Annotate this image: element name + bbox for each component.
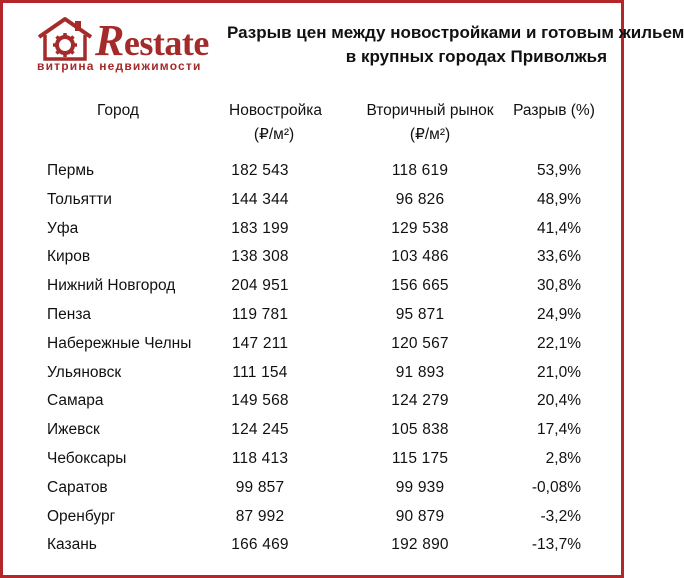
header-city: Город (97, 102, 139, 119)
cell-new: 111 154 (232, 363, 288, 381)
cell-city: Нижний Новгород (47, 277, 176, 295)
cell-secondary: 95 871 (395, 305, 445, 323)
cell-new: 183 199 (231, 219, 289, 237)
table-row (3, 186, 627, 215)
table-row (3, 272, 627, 301)
cell-new: 147 211 (231, 334, 289, 352)
cell-city: Пермь (47, 162, 95, 179)
table-row (3, 330, 627, 359)
cell-new: 119 781 (231, 305, 289, 323)
table-row (3, 387, 627, 416)
table-row (3, 243, 627, 272)
cell-new: 166 469 (231, 536, 289, 554)
table-row (3, 445, 627, 474)
header-new-building: Новостройка (₽/м²) (229, 102, 322, 143)
cell-city: Саратов (47, 478, 108, 496)
header-gap: Разрыв (%) (513, 102, 595, 119)
cell-secondary: 90 879 (395, 507, 445, 525)
cell-new: 118 413 (231, 449, 289, 467)
header-secondary-market: Вторичный рынок (₽/м²) (366, 102, 494, 143)
cell-city: Набережные Челны (47, 334, 192, 352)
cell-secondary: 192 890 (391, 536, 449, 554)
table-row (3, 215, 627, 244)
cell-secondary: 96 826 (395, 190, 445, 208)
cell-secondary: 129 538 (391, 219, 449, 237)
cell-new: 204 951 (231, 277, 289, 295)
cell-new: 99 857 (235, 478, 285, 496)
cell-new: 149 568 (231, 392, 289, 410)
cell-secondary: 99 939 (395, 478, 445, 496)
table-row (3, 301, 627, 330)
cell-new: 144 344 (231, 190, 289, 208)
cell-gap: -3,2% (540, 507, 581, 525)
cell-gap: 41,4% (537, 219, 581, 237)
table-row (3, 157, 627, 186)
table-row (3, 474, 627, 503)
brand-tagline: витрина недвижимости (37, 59, 202, 73)
cell-city: Оренбург (47, 507, 116, 525)
cell-gap: 24,9% (537, 305, 581, 323)
cell-new: 182 543 (231, 162, 289, 179)
cell-new: 138 308 (231, 248, 289, 266)
cell-gap: 30,8% (537, 277, 581, 295)
cell-gap: 33,6% (537, 248, 581, 266)
cell-secondary: 156 665 (391, 277, 449, 295)
table-row (3, 503, 627, 532)
cell-secondary: 124 279 (391, 392, 449, 410)
table-row (3, 359, 627, 388)
cell-gap: 17,4% (537, 421, 581, 439)
brand-name: Restate (95, 16, 209, 65)
cell-gap: 21,0% (537, 363, 581, 381)
cell-gap: 53,9% (537, 162, 581, 179)
cell-gap: 22,1% (537, 334, 581, 352)
page-title-line-2: в крупных городах Приволжья (345, 47, 607, 66)
brand-logo (31, 11, 231, 77)
cell-city: Пенза (47, 305, 92, 323)
table-row (3, 531, 627, 560)
cell-city: Ульяновск (47, 363, 122, 381)
cell-city: Казань (47, 536, 97, 554)
cell-secondary: 115 175 (391, 449, 449, 467)
cell-city: Самара (47, 392, 104, 410)
cell-new: 87 992 (235, 507, 285, 525)
table-row (3, 416, 627, 445)
cell-secondary: 120 567 (391, 334, 449, 352)
page-title (227, 21, 684, 69)
cell-new: 124 245 (231, 421, 289, 439)
house-gear-icon (35, 15, 95, 63)
page-title-line-1: Разрыв цен между новостройками и готовым жильем (227, 23, 684, 42)
cell-secondary: 118 619 (391, 162, 449, 179)
table-body (3, 157, 627, 560)
cell-gap: 48,9% (537, 190, 581, 208)
cell-gap: 20,4% (537, 392, 581, 410)
cell-gap: -0,08% (531, 478, 581, 496)
cell-secondary: 103 486 (391, 248, 449, 266)
cell-secondary: 91 893 (395, 363, 445, 381)
cell-gap: 2,8% (545, 449, 581, 467)
cell-secondary: 105 838 (391, 421, 449, 439)
cell-gap: -13,7% (531, 536, 581, 554)
cell-city: Ижевск (47, 421, 100, 439)
cell-city: Чебоксары (47, 449, 127, 467)
table-header (3, 97, 627, 147)
cell-city: Уфа (47, 219, 79, 237)
cell-city: Тольятти (47, 190, 112, 208)
cell-city: Киров (47, 248, 91, 266)
